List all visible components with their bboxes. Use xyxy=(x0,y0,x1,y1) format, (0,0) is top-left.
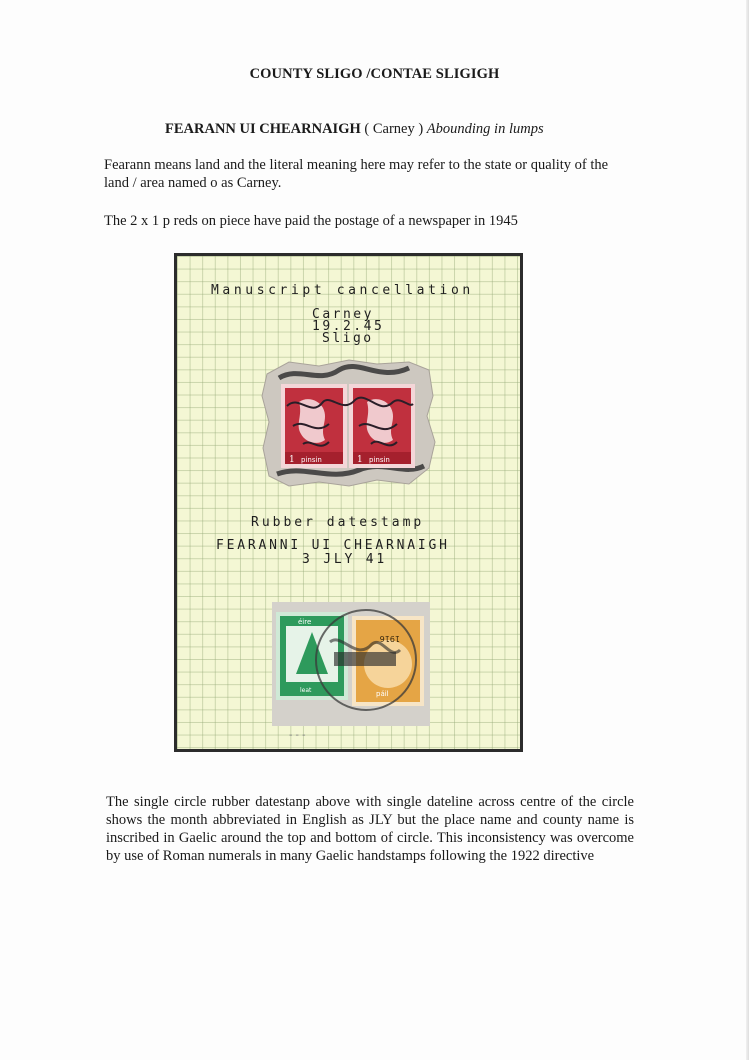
rubber-title: Rubber datestamp xyxy=(251,515,425,530)
page-heading: COUNTY SLIGO /CONTAE SLIGIGH xyxy=(249,66,500,82)
album-page xyxy=(174,253,523,752)
place-name-meaning: Abounding in lumps xyxy=(426,121,544,137)
red-stamp-left-word: pinsin xyxy=(301,456,322,464)
manuscript-line-place: Carney xyxy=(312,307,374,322)
red-stamps-piece-image xyxy=(259,356,437,490)
paragraph-datestamp-note: The single circle rubber datestanp above with single dateline across centre of the circle shows the month abbreviated in English as JLY but the place name and county name is inscribed in Gaelic around the top and bottom of circle. This inconsistency was overcome by use of Roman numerals in many Gaelic handstamps following the 1922 directive xyxy=(106,794,634,864)
red-stamp-left-value: 1 xyxy=(289,455,295,465)
manuscript-line-date: 19.2.45 xyxy=(312,319,385,334)
rubber-line-date: 3 JLY 41 xyxy=(302,552,388,567)
paragraph-meaning: Fearann means land and the literal meaning here may refer to the state or quality of the land / area named o as Carney. xyxy=(104,157,609,191)
orange-stamp-overprint: 1916 xyxy=(379,634,400,643)
red-stamp-right-word: pinsin xyxy=(369,456,390,464)
green-stamp-word: éire xyxy=(298,618,312,626)
red-stamp-left xyxy=(281,384,347,468)
green-stamp-value-word: leat xyxy=(300,687,312,694)
paragraph-postage: The 2 x 1 p reds on piece have paid the postage of a newspaper in 1945 xyxy=(104,213,518,229)
sub-heading xyxy=(165,121,544,138)
red-stamp-right xyxy=(349,384,415,468)
faint-pencil-mark: - - - xyxy=(289,730,306,741)
manuscript-title: Manuscript cancellation xyxy=(211,283,474,298)
rubber-line-name: FEARANNI UI CHEARNAIGH xyxy=(216,538,450,553)
gaelic-place-name: FEARANN UI CHEARNAIGH xyxy=(165,121,361,137)
manuscript-line-county: Sligo xyxy=(322,331,374,346)
english-place-name: ( Carney ) xyxy=(364,121,424,137)
orange-stamp-word: páil xyxy=(376,690,389,698)
red-stamp-right-value: 1 xyxy=(357,455,363,465)
green-orange-stamps-piece-image xyxy=(272,602,430,726)
